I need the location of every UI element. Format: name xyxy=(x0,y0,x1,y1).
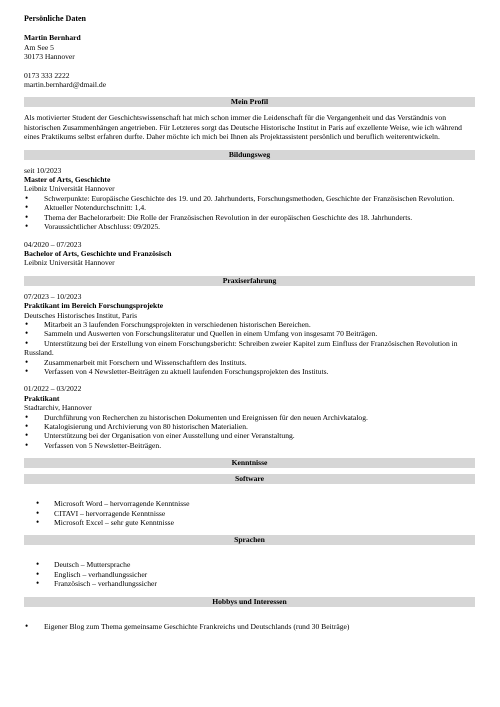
section-languages-heading: Sprachen xyxy=(24,535,475,545)
entry-place: Leibniz Universität Hannover xyxy=(24,258,115,268)
list-item: • Microsoft Excel – sehr gute Kenntnisse xyxy=(24,518,475,527)
entry-title: Praktikant xyxy=(24,393,60,403)
list-item: • Zusammenarbeit mit Forschern und Wissenschaftlern des Instituts. xyxy=(24,358,475,367)
list-item: • Voraussichtlicher Abschluss: 09/2025. xyxy=(24,222,475,231)
address-city: 30173 Hannover xyxy=(24,52,75,62)
list-item: • Unterstützung bei der Erstellung von einem Forschungsbericht: Schreiben zweier Kapitel zum Einfluss der Französischen Revolution in Russland. xyxy=(24,339,475,358)
list-item: • Eigener Blog zum Thema gemeinsame Geschichte Frankreichs und Deutschlands (rund 30 Beiträge) xyxy=(24,622,475,631)
list-item: • Aktueller Notendurchschnitt: 1,4. xyxy=(24,203,475,212)
section-profile-heading: Mein Profil xyxy=(24,97,475,107)
software-list xyxy=(24,499,475,527)
section-skills-heading: Kenntnisse xyxy=(24,458,475,468)
experience-entry xyxy=(24,384,475,450)
entry-bullets xyxy=(24,194,475,232)
section-education-heading: Bildungsweg xyxy=(24,150,475,160)
entry-place: Deutsches Historisches Institut, Paris xyxy=(24,310,138,320)
entry-title: Master of Arts, Geschichte xyxy=(24,175,111,185)
list-item: • Verfassen von 4 Newsletter-Beiträgen zu aktuell laufenden Forschungsprojekten des Instituts. xyxy=(24,367,475,376)
section-hobbies-heading: Hobbys und Interessen xyxy=(24,597,475,607)
entry-bullets xyxy=(24,413,475,451)
list-item: • Thema der Bachelorarbeit: Die Rolle der Französischen Revolution in der europäischen Geschichte des 18. Jahrhunderts. xyxy=(24,213,475,222)
education-entry xyxy=(24,240,475,268)
list-item: • Mitarbeit an 3 laufenden Forschungsprojekten in verschiedenen historischen Bereichen. xyxy=(24,320,475,329)
entry-title: Bachelor of Arts, Geschichte und Französisch xyxy=(24,248,172,258)
phone-number: 0173 333 2222 xyxy=(24,70,70,80)
list-item: • Verfassen von 5 Newsletter-Beiträgen. xyxy=(24,441,475,450)
applicant-name: Martin Bernhard xyxy=(24,33,81,43)
section-experience-heading: Praxiserfahrung xyxy=(24,276,475,286)
list-item: • Französisch – verhandlungssicher xyxy=(24,579,475,588)
entry-period: 07/2023 – 10/2023 xyxy=(24,291,82,301)
entry-place: Stadtarchiv, Hannover xyxy=(24,403,92,413)
hobbies-list xyxy=(24,622,475,631)
entry-period: 04/2020 – 07/2023 xyxy=(24,239,82,249)
list-item: • Unterstützung bei der Organisation von einer Ausstellung und einer Veranstaltung. xyxy=(24,431,475,440)
list-item: • Microsoft Word – hervorragende Kenntnisse xyxy=(24,499,475,508)
education-entry xyxy=(24,166,475,232)
entry-bullets xyxy=(24,320,475,376)
email-address: martin.bernhard@dmail.de xyxy=(24,80,107,90)
personal-heading: Persönliche Daten xyxy=(24,14,86,23)
languages-list xyxy=(24,560,475,588)
entry-period: 01/2022 – 03/2022 xyxy=(24,384,82,394)
list-item: • CITAVI – hervorragende Kenntnisse xyxy=(24,509,475,518)
address-street: Am See 5 xyxy=(24,42,54,52)
list-item: • Sammeln und Auswerten von Forschungsliteratur und Quellen in einem Umfang von insgesamt 70 Beiträgen. xyxy=(24,329,475,338)
experience-entry xyxy=(24,292,475,377)
profile-text: Als motivierter Student der Geschichtswissenschaft hat mich schon immer die Leidenschaft für die Vergangenheit und das Verständnis von historischen Zusammenhängen angetrieben. Für Letzteres sorgt das Deutsche Historische Institut in Paris auf exzellente Weise, wie ich während eines Praktikums selbst erfahren durfte. Daher möchte ich mich bei Ihnen als Projektassistent persönlich und beruflich weiterentwickeln. xyxy=(24,113,462,142)
list-item: • Deutsch – Muttersprache xyxy=(24,560,475,569)
cv-page xyxy=(24,14,475,631)
list-item: • Katalogisierung und Archivierung von 80 historischen Materialien. xyxy=(24,422,475,431)
list-item: • Englisch – verhandlungssicher xyxy=(24,570,475,579)
list-item: • Schwerpunkte: Europäische Geschichte des 19. und 20. Jahrhunderts, Forschungsmethoden, Geschichte der Französischen Revolution. xyxy=(24,194,475,203)
list-item: • Durchführung von Recherchen zu historischen Dokumenten und Ereignissen für den neuen Archivkatalog. xyxy=(24,413,475,422)
entry-title: Praktikant im Bereich Forschungsprojekte xyxy=(24,301,164,311)
entry-period: seit 10/2023 xyxy=(24,165,62,175)
section-software-heading: Software xyxy=(24,474,475,484)
entry-place: Leibniz Universität Hannover xyxy=(24,184,115,194)
